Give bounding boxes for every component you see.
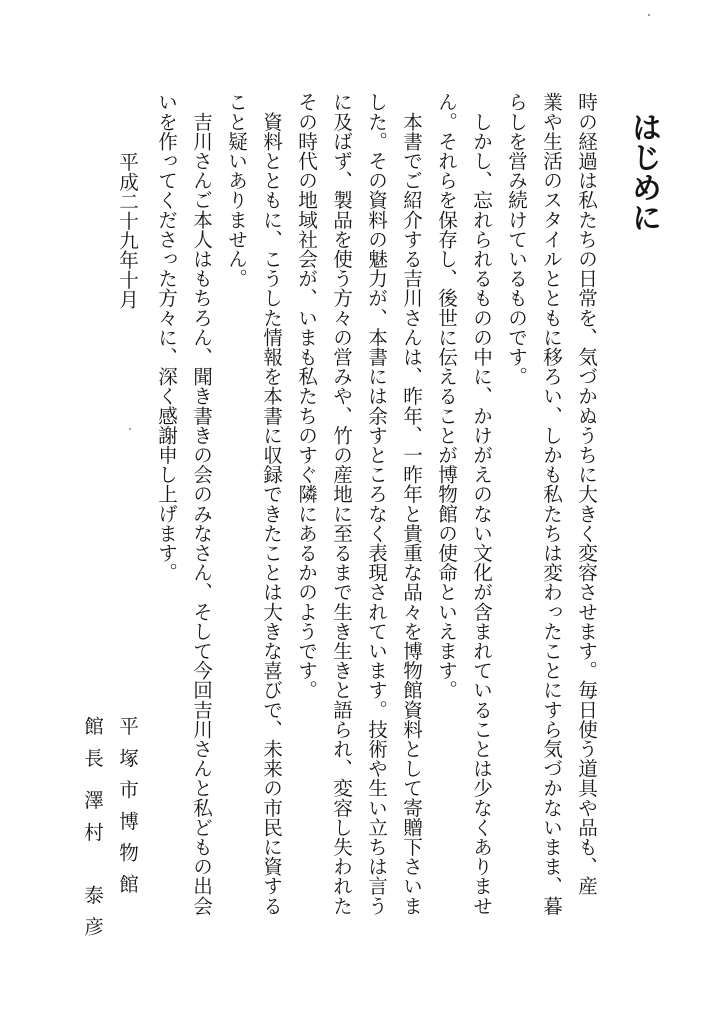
date: 平成二十九年十月 bbox=[115, 152, 139, 309]
speck bbox=[129, 428, 131, 430]
scan-dot bbox=[648, 14, 650, 16]
text-line: 時の経過は私たちの日常を、気づかぬうちに大きく変容させます。毎日使う道具や品も、産 bbox=[574, 92, 598, 896]
text-line: ん。それらを保存し、後世に伝えることが博物館の使命といえます。 bbox=[434, 92, 458, 700]
text-line: その時代の地域社会が、いまも私たちのすぐ隣にあるかのようです。 bbox=[294, 92, 318, 700]
signature-name: 澤村 泰彦 bbox=[80, 790, 104, 948]
text-line: 業や生活のスタイルとともに移ろい、しかも私たちは変わったことにすら気づかないまま、暮 bbox=[539, 92, 563, 916]
text-line: らしを営み続けているものです。 bbox=[504, 92, 528, 386]
text-line: 本書でご紹介する吉川さんは、昨年、一昨年と貴重な品々を博物館資料として寄贈下さいま bbox=[399, 92, 423, 916]
page-title: はじめに bbox=[626, 112, 661, 232]
signature-organization: 平塚市博物館 bbox=[115, 716, 139, 906]
text-line: いを作ってくださった方々に、深く感謝申し上げます。 bbox=[154, 92, 178, 582]
text-line: 吉川さんご本人はもちろん、聞き書きの会のみなさん、そして今回吉川さんと私どもの出会 bbox=[189, 92, 213, 916]
text-line: した。その資料の魅力が、本書には余すところなく表現されています。技術や生い立ちは言う bbox=[364, 92, 388, 916]
signature-position: 館長 bbox=[80, 716, 104, 780]
text-line: こと疑いありません。 bbox=[224, 92, 248, 288]
text-line: しかし、忘れられるものの中に、かけがえのない文化が含まれていることは少なくありませ bbox=[469, 92, 493, 916]
text-line: 資料とともに、こうした情報を本書に収録できたことは大きな喜びで、未来の市民に資する bbox=[259, 92, 283, 916]
text-line: に及ばず、製品を使う方々の営みや、竹の産地に至るまで生き生きと語られ、変容し失われた bbox=[329, 92, 353, 916]
